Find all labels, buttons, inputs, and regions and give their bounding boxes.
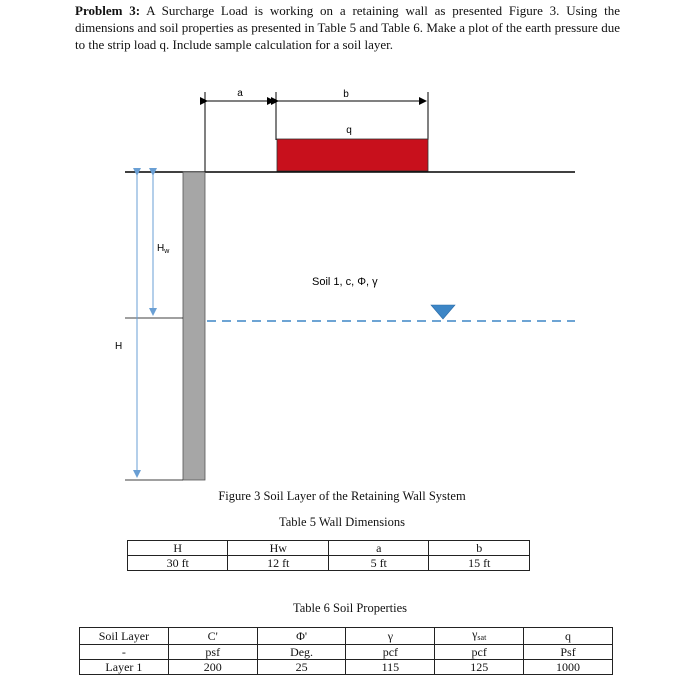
table-cell: 15 ft bbox=[429, 556, 530, 571]
table-cell: q bbox=[524, 628, 613, 645]
figure-caption: Figure 3 Soil Layer of the Retaining Wall System bbox=[218, 489, 466, 503]
table-cell: 125 bbox=[435, 660, 524, 675]
table-cell: 115 bbox=[346, 660, 435, 675]
table6-title: Table 6 Soil Properties bbox=[292, 601, 408, 615]
table-cell: a bbox=[329, 541, 429, 556]
table6-soil-properties bbox=[79, 627, 613, 675]
table-cell: C' bbox=[168, 628, 257, 645]
table-cell: Deg. bbox=[257, 645, 346, 660]
table5-wall-dimensions bbox=[127, 540, 530, 571]
table-cell: $\gamma_{sat}$ bbox=[435, 628, 524, 645]
table-cell: 5 ft bbox=[329, 556, 429, 571]
table-cell: 25 bbox=[257, 660, 346, 675]
table-cell: Psf bbox=[524, 645, 613, 660]
label-q: q bbox=[346, 125, 352, 136]
table-cell: Layer 1 bbox=[80, 660, 169, 675]
table-row bbox=[128, 556, 530, 571]
label-h: H bbox=[115, 341, 123, 352]
strip-load bbox=[277, 139, 428, 171]
table-cell: psf bbox=[168, 645, 257, 660]
table-cell: 1000 bbox=[524, 660, 613, 675]
table-cell: 30 ft bbox=[128, 556, 228, 571]
table-row bbox=[80, 660, 613, 675]
table-row bbox=[128, 541, 530, 556]
table-cell: γ bbox=[346, 628, 435, 645]
soil-label: Soil 1, c, Φ, γ bbox=[312, 276, 378, 288]
retaining-wall bbox=[183, 172, 205, 480]
table-cell: Φ' bbox=[257, 628, 346, 645]
table-row bbox=[80, 628, 613, 645]
table-cell: - bbox=[80, 645, 169, 660]
label-hw: $H_w$ bbox=[157, 243, 170, 255]
table-cell: Hw bbox=[228, 541, 329, 556]
table-cell: Soil Layer bbox=[80, 628, 169, 645]
table-cell: H bbox=[128, 541, 228, 556]
table5-title: Table 5 Wall Dimensions bbox=[279, 515, 405, 529]
table-cell: 200 bbox=[168, 660, 257, 675]
problem-label: Problem 3: bbox=[75, 3, 141, 18]
problem-text: A Surcharge Load is working on a retaining wall as presented Figure 3. Using the dimensions and soil properties as presented in Table 5 and Table 6. Make a plot of the earth pressure due to the strip load q. Include sample calculation for a soil layer. bbox=[75, 3, 620, 52]
table-cell: pcf bbox=[346, 645, 435, 660]
water-table-triangle-icon bbox=[431, 305, 455, 319]
label-b: b bbox=[343, 89, 349, 100]
label-a: a bbox=[237, 88, 243, 99]
table-cell: pcf bbox=[435, 645, 524, 660]
table-row bbox=[80, 645, 613, 660]
table-cell: b bbox=[429, 541, 530, 556]
table-cell: 12 ft bbox=[228, 556, 329, 571]
